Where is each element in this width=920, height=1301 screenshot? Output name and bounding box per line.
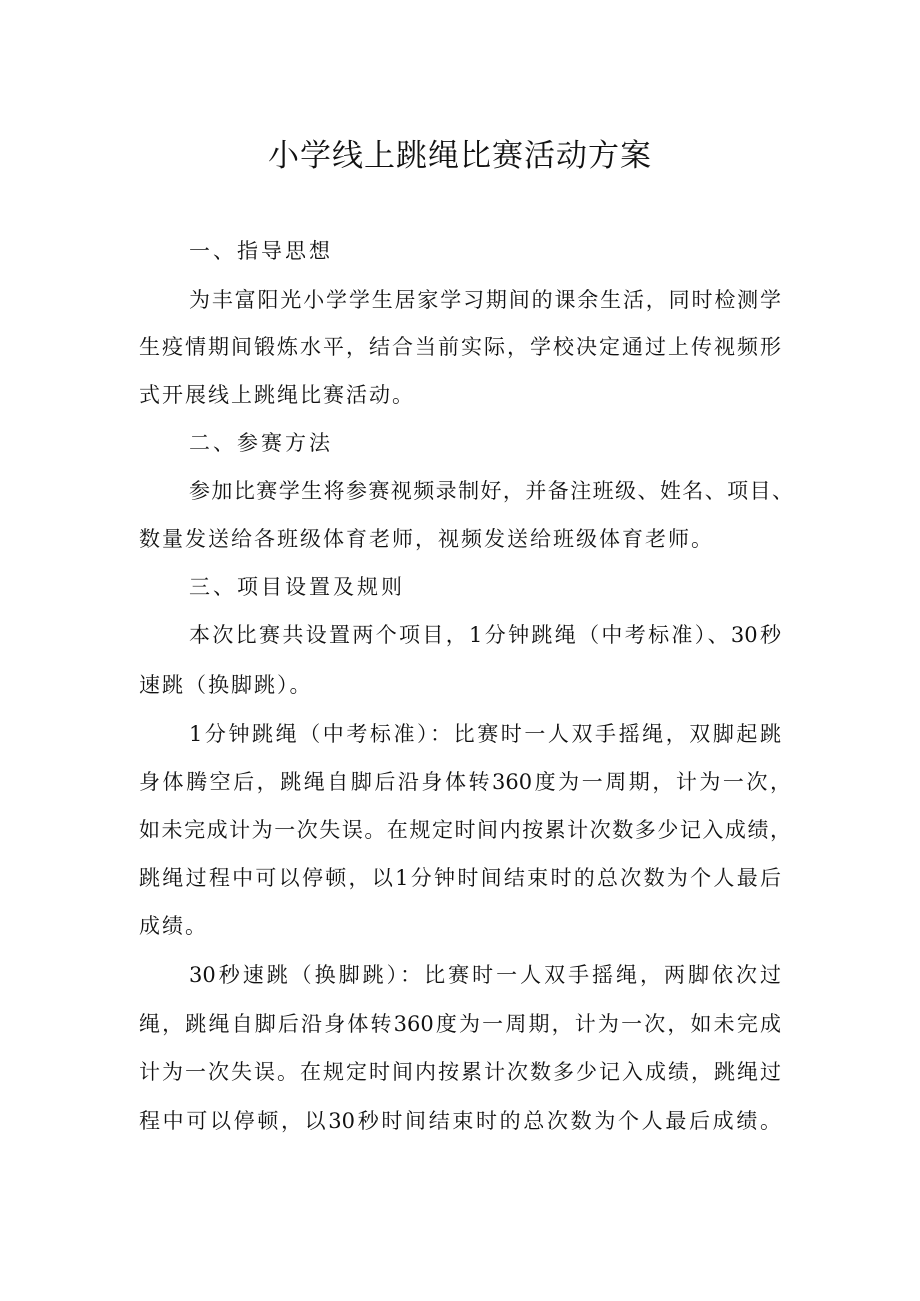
paragraph-line: 式开展线上跳绳比赛活动。 bbox=[139, 383, 415, 407]
section-heading-guiding-ideology: 一、指导思想 bbox=[189, 239, 333, 263]
paragraph-line: 计为一次失误。在规定时间内按累计次数多少记入成绩，跳绳过 bbox=[139, 1060, 781, 1084]
paragraph-line: 跳绳过程中可以停顿，以1分钟时间结束时的总次数为个人最后 bbox=[139, 866, 781, 890]
paragraph-line: 绳，跳绳自脚后沿身体转360度为一周期，计为一次，如未完成 bbox=[139, 1012, 781, 1036]
page-title: 小学线上跳绳比赛活动方案 bbox=[268, 138, 652, 174]
section-heading-events-and-rules: 三、项目设置及规则 bbox=[189, 575, 405, 599]
paragraph-line: 程中可以停顿，以30秒时间结束时的总次数为个人最后成绩。 bbox=[139, 1109, 781, 1133]
paragraph-line: 1分钟跳绳（中考标准）：比赛时一人双手摇绳，双脚起跳 bbox=[189, 722, 781, 746]
paragraph-line: 为丰富阳光小学学生居家学习期间的课余生活，同时检测学 bbox=[189, 288, 781, 312]
paragraph-line: 数量发送给各班级体育老师，视频发送给班级体育老师。 bbox=[139, 527, 714, 551]
paragraph-line: 身体腾空后，跳绳自脚后沿身体转360度为一周期，计为一次， bbox=[139, 770, 791, 794]
paragraph-line: 生疫情期间锻炼水平，结合当前实际，学校决定通过上传视频形 bbox=[139, 335, 781, 359]
paragraph-line: 本次比赛共设置两个项目，1分钟跳绳（中考标准）、30秒 bbox=[189, 623, 781, 647]
paragraph-line: 如未完成计为一次失误。在规定时间内按累计次数多少记入成绩， bbox=[139, 818, 791, 842]
paragraph-line: 成绩。 bbox=[139, 914, 208, 938]
paragraph-line: 速跳（换脚跳）。 bbox=[139, 673, 313, 697]
paragraph-line: 参加比赛学生将参赛视频录制好，并备注班级、姓名、项目、 bbox=[189, 479, 793, 503]
paragraph-line: 30秒速跳（换脚跳）：比赛时一人双手摇绳，两脚依次过 bbox=[189, 963, 781, 987]
section-heading-participation-method: 二、参赛方法 bbox=[189, 431, 333, 455]
